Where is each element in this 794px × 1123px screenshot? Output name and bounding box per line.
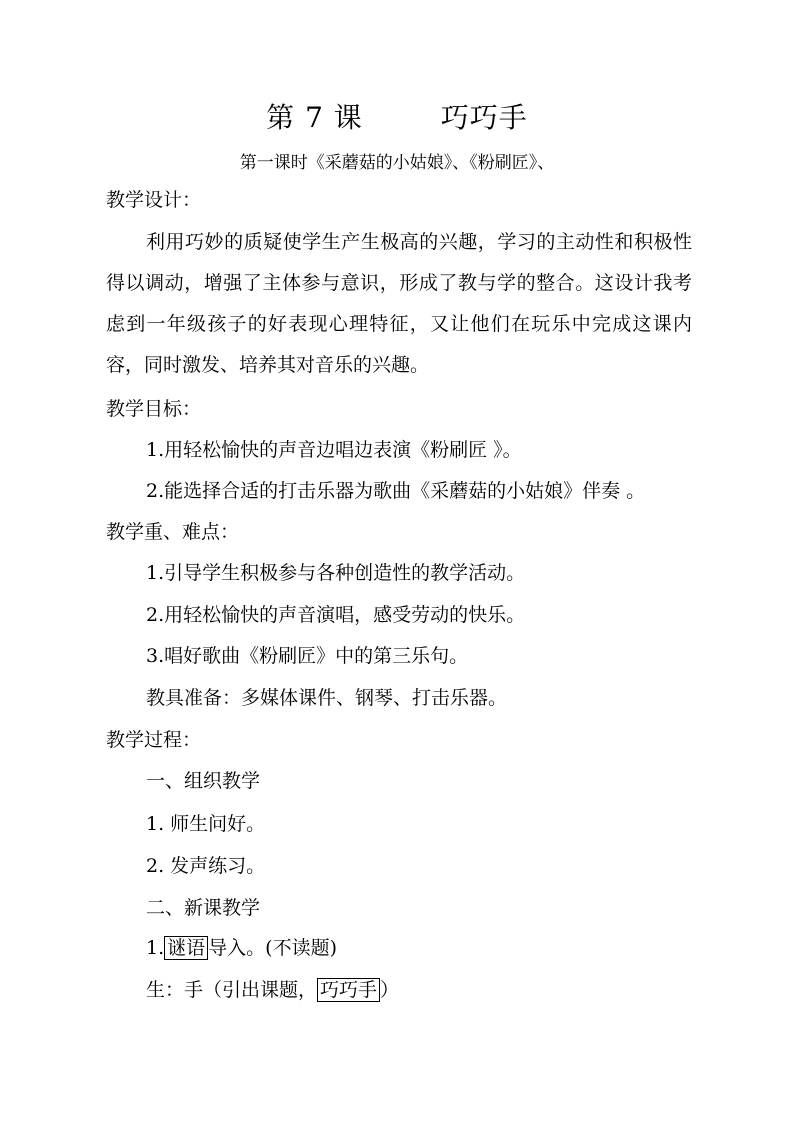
riddle-boxed-word: 谜语 (164, 936, 208, 960)
goals-heading: 教学目标： (106, 398, 202, 420)
key-point-2: 2.用轻松愉快的声音演唱，感受劳动的快乐。 (146, 604, 526, 626)
key-point-3: 3.唱好歌曲《粉刷匠》中的第三乐句。 (146, 645, 469, 667)
riddle-suffix: 导入。(不读题) (208, 937, 337, 959)
goal-item-2: 2.能选择合适的打击乐器为歌曲《采蘑菇的小姑娘》伴奏 。 (146, 480, 646, 502)
section-2-heading: 二、新课教学 (146, 897, 261, 919)
lesson-number: 第 7 课 (266, 101, 363, 134)
lesson-title (0, 96, 794, 136)
answer-prefix: 生：手（引出课题， (146, 979, 318, 1001)
design-heading: 教学设计： (106, 189, 202, 211)
section-1-item-1: 1. 师生问好。 (146, 813, 266, 835)
answer-line (146, 977, 399, 1003)
section-1-heading: 一、组织教学 (146, 770, 261, 792)
lesson-subtitle: 第一课时《采蘑菇的小姑娘》、《粉刷匠》、 (239, 153, 555, 173)
section-1-item-2: 2. 发声练习。 (146, 855, 266, 877)
process-heading: 教学过程： (106, 729, 202, 751)
answer-boxed-title: 巧巧手 (317, 978, 380, 1002)
lesson-name: 巧巧手 (440, 101, 528, 134)
riddle-line (146, 935, 337, 961)
riddle-prefix: 1. (146, 937, 165, 959)
answer-suffix: ） (380, 979, 400, 1001)
goal-item-1: 1.用轻松愉快的声音边唱边表演《粉刷匠 》。 (146, 439, 522, 461)
key-point-1: 1.引导学生积极参与各种创造性的教学活动。 (146, 562, 526, 584)
key-points-heading: 教学重、难点： (106, 521, 240, 543)
design-paragraph: 利用巧妙的质疑使学生产生极高的兴趣，学习的主动性和积极性得以调动，增强了主体参与意识，形成了教与学的整合。这设计我考虑到一年级孩子的好表现心理特征，又让他们在玩乐中完成这课内容，同时激发、培养其对音乐的兴趣。 (106, 231, 692, 376)
teaching-tools: 教具准备：多媒体课件、钢琴、打击乐器。 (146, 687, 508, 709)
